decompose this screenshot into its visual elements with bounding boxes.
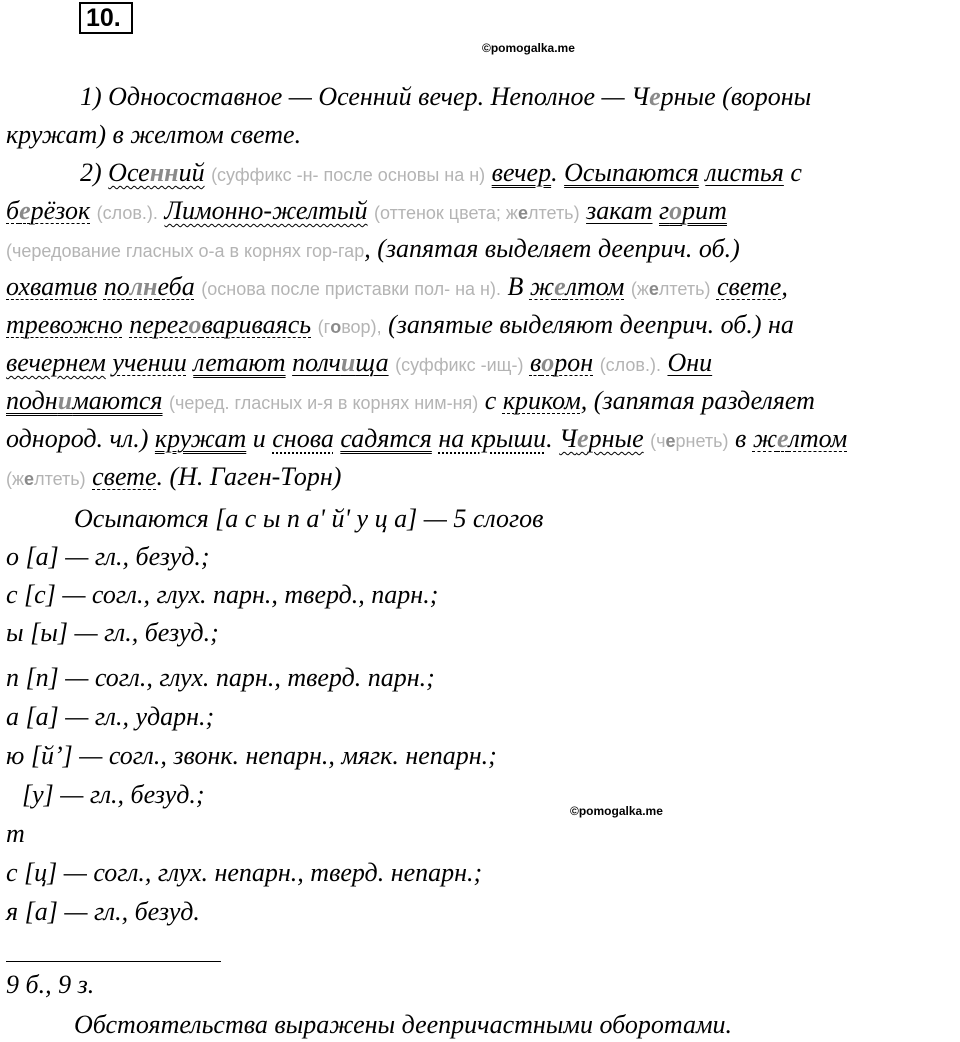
sentence-line3: (чередование гласных о-а в корнях гор-гар, (запятая выделяет дееприч. об.) <box>6 234 740 263</box>
sentence-line1: 2) Осенний (суффикс -н- после основы на н) вечер. Осыпаются листья с <box>80 158 802 187</box>
analysis-line: я [а] — гл., безуд. <box>6 897 200 926</box>
conclusion: Обстоятельства выражены деепричастными оборотами. <box>74 1010 733 1039</box>
sentence-line5: тревожно переговариваясь (говор), (запятые выделяют дееприч. об.) на <box>6 310 794 339</box>
analysis-line: а [а] — гл., ударн.; <box>6 702 215 731</box>
sentence-line6: вечернем учении летают полчища (суффикс -ищ-) ворон (слов.). Они <box>6 348 713 377</box>
analysis-line: [у] — гл., безуд.; <box>22 780 205 809</box>
sentence-line9: (желтеть) свете. (Н. Гаген-Торн) <box>6 462 342 491</box>
analysis-line: т <box>6 819 25 848</box>
sentence-line2: берёзок (слов.). Лимонно-желтый (оттенок цвета; желтеть) закат горит <box>6 196 727 225</box>
divider <box>6 961 221 962</box>
watermark-middle: ©pomogalka.me <box>570 804 663 818</box>
analysis-line: с [с] — согл., глух. парн., тверд., парн.; <box>6 580 439 609</box>
watermark-top: ©pomogalka.me <box>482 41 575 55</box>
task-number: 10. <box>79 2 133 34</box>
analysis-line: ю [й’] — согл., звонк. непарн., мягк. непарн.; <box>6 741 497 770</box>
sentence-line7: поднимаются (черед. гласных и-я в корнях ним-ня) с криком, (запятая разделяет <box>6 386 815 415</box>
item1-line1: 1) Односоставное — Осенний вечер. Неполное — Черные (вороны <box>80 82 812 111</box>
sentence-line4: охватив полнеба (основа после приставки пол- на н). В желтом (желтеть) свете, <box>6 272 788 301</box>
analysis-header: Осыпаются [а с ы п а' й' у ц а] — 5 слогов <box>74 504 544 533</box>
analysis-line: о [а] — гл., безуд.; <box>6 542 210 571</box>
analysis-line: п [п] — согл., глух. парн., тверд. парн.; <box>6 663 435 692</box>
item1-line2: кружат) в желтом свете. <box>6 120 302 149</box>
analysis-line: ы [ы] — гл., безуд.; <box>6 618 219 647</box>
summary: 9 б., 9 з. <box>6 970 95 999</box>
sentence-line8: однород. чл.) кружат и снова садятся на крыши. Черные (чернеть) в желтом <box>6 424 848 453</box>
analysis-line: с [ц] — согл., глух. непарн., тверд. непарн.; <box>6 858 483 887</box>
